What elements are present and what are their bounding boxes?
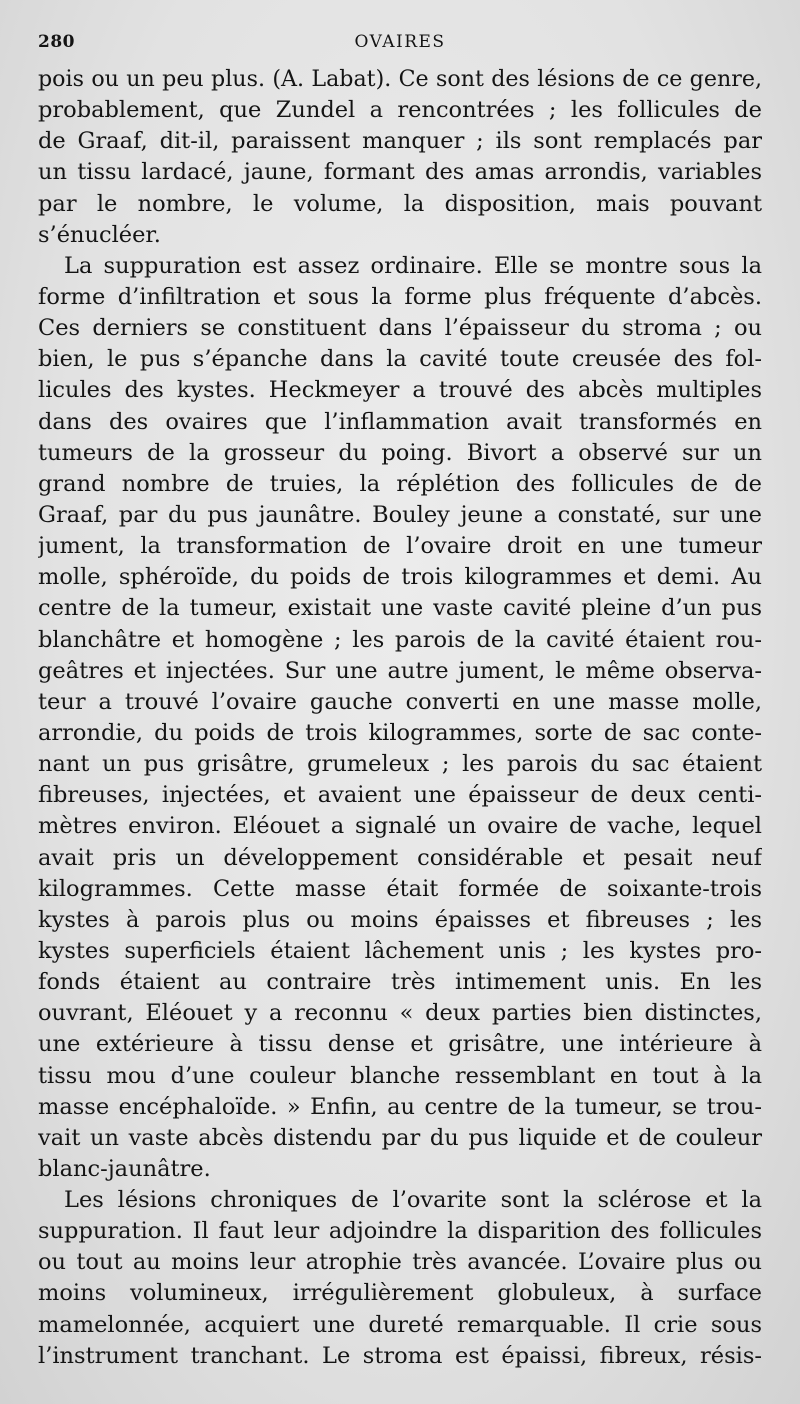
text-line: Graaf, par du pus jaunâtre. Bouley jeune a constaté, sur une [38, 501, 762, 528]
text-line: avait pris un développement considérable et pesait neuf [38, 844, 762, 871]
text-line: Ces derniers se constituent dans l’épaisseur du stroma ; ou [38, 315, 762, 342]
text-line: kystes superficiels étaient lâchement unis ; les kystes pro- [38, 937, 762, 964]
text-line: l’instrument tranchant. Le stroma est épaissi, fibreux, résis- [38, 1342, 762, 1369]
text-line: un tissu lardacé, jaune, formant des amas arrondis, variables [38, 159, 762, 186]
text-line: kilogrammes. Cette masse était formée de soixante-trois [38, 875, 762, 902]
text-line: teur a trouvé l’ovaire gauche converti en une masse molle, [38, 688, 762, 715]
body-text [38, 64, 762, 1372]
text-line: de Graaf, dit-il, paraissent manquer ; ils sont remplacés par [38, 128, 762, 155]
text-line: s’énucléer. [38, 221, 161, 248]
paragraph-start-line: Les lésions chroniques de l’ovarite sont la sclérose et la [64, 1187, 762, 1214]
text-line: mamelonnée, acquiert une dureté remarquable. Il crie sous [38, 1311, 762, 1338]
text-line: moins volumineux, irrégulièrement globuleux, à surface [38, 1280, 762, 1307]
text-line: par le nombre, le volume, la disposition, mais pouvant [38, 190, 762, 217]
text-line: geâtres et injectées. Sur une autre jument, le même observa- [38, 657, 762, 684]
text-line: tissu mou d’une couleur blanche ressemblant en tout à la [38, 1062, 762, 1089]
text-line: probablement, que Zundel a rencontrées ; les follicules de [38, 97, 762, 124]
text-line: masse encéphaloïde. » Enfin, au centre de la tumeur, se trou- [38, 1093, 762, 1120]
text-line: dans des ovaires que l’inflammation avait transformés en [38, 408, 762, 435]
running-title: OVAIRES [354, 32, 446, 52]
text-line: fibreuses, injectées, et avaient une épaisseur de deux centi- [38, 782, 762, 809]
page-number: 280 [38, 32, 75, 52]
text-line: jument, la transformation de l’ovaire droit en une tumeur [38, 533, 762, 560]
text-line: suppuration. Il faut leur adjoindre la disparition des follicules [38, 1218, 762, 1245]
text-line: forme d’infiltration et sous la forme plus fréquente d’abcès. [38, 283, 762, 310]
text-line: centre de la tumeur, existait une vaste cavité pleine d’un pus [38, 595, 762, 622]
text-line: pois ou un peu plus. (A. Labat). Ce sont des lésions de ce genre, [38, 66, 762, 92]
paragraph-start-line: La suppuration est assez ordinaire. Elle se montre sous la [64, 252, 762, 279]
text-line: ou tout au moins leur atrophie très avancée. L’ovaire plus ou [38, 1249, 762, 1276]
text-line: grand nombre de truies, la réplétion des follicules de de [38, 470, 762, 497]
text-line: blanchâtre et homogène ; les parois de la cavité étaient rou- [38, 626, 762, 653]
text-line: fonds étaient au contraire très intimement unis. En les [38, 969, 762, 996]
text-line: arrondie, du poids de trois kilogrammes, sorte de sac conte- [38, 719, 762, 746]
text-line: une extérieure à tissu dense et grisâtre, une intérieure à [38, 1031, 762, 1058]
text-line: blanc-jaunâtre. [38, 1155, 211, 1182]
text-line: ouvrant, Eléouet y a reconnu « deux parties bien distinctes, [38, 1000, 762, 1027]
text-line: molle, sphéroïde, du poids de trois kilogrammes et demi. Au [38, 564, 762, 591]
text-line: bien, le pus s’épanche dans la cavité toute creusée des fol- [38, 346, 762, 373]
running-head [0, 32, 800, 58]
text-line: licules des kystes. Heckmeyer a trouvé des abcès multiples [38, 377, 762, 404]
text-line: vait un vaste abcès distendu par du pus liquide et de couleur [38, 1124, 762, 1151]
text-line: nant un pus grisâtre, grumeleux ; les parois du sac étaient [38, 751, 762, 778]
text-line: kystes à parois plus ou moins épaisses et fibreuses ; les [38, 906, 762, 933]
text-line: tumeurs de la grosseur du poing. Bivort a observé sur un [38, 439, 762, 466]
text-line: mètres environ. Eléouet a signalé un ovaire de vache, lequel [38, 813, 762, 840]
